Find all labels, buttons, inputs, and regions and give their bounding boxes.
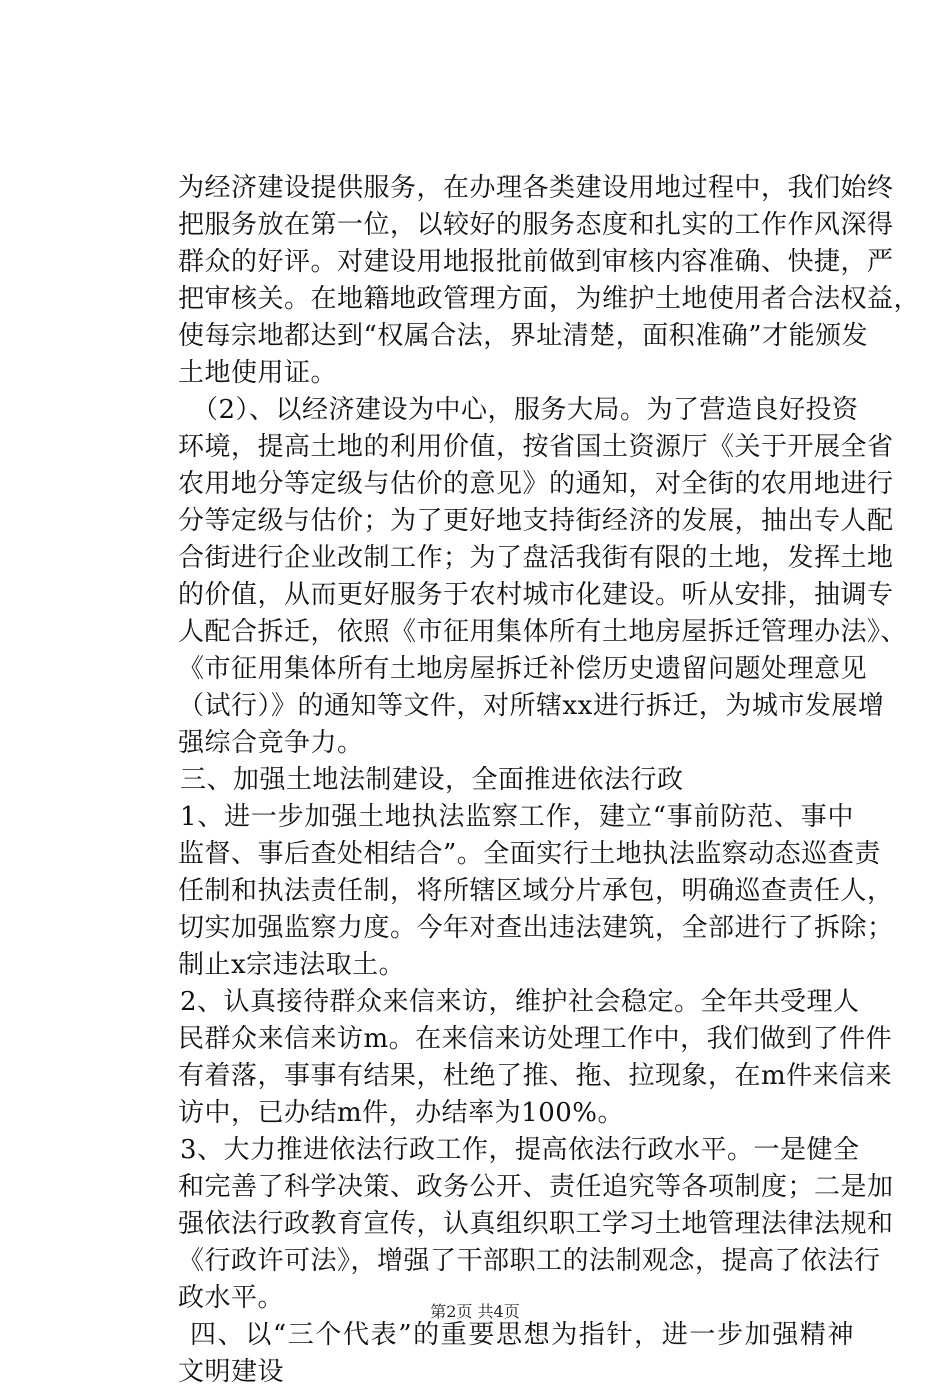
text-line: 监督、事后查处相结合”。全面实行土地执法监察动态巡查责 (178, 839, 881, 869)
text-line: 制止x宗违法取土。 (178, 950, 406, 980)
text-line: 环境，提高土地的利用价值，按省国土资源厅《关于开展全省 (178, 432, 894, 462)
text-line: 强依法行政教育宣传，认真组织职工学习土地管理法律法规和 (178, 1209, 894, 1239)
section-heading: 三、加强土地法制建设，全面推进依法行政 (180, 765, 684, 795)
text-line: （试行）》的通知等文件，对所辖xx进行拆迁，为城市发展增 (178, 691, 885, 721)
text-line: 《市征用集体所有土地房屋拆迁补偿历史遗留问题处理意见 (178, 654, 868, 684)
paragraph-start-line: 1、进一步加强土地执法监察工作，建立“事前防范、事中 (180, 802, 854, 832)
text-line: 把服务放在第一位，以较好的服务态度和扎实的工作作风深得 (178, 210, 894, 240)
text-line: 群众的好评。对建设用地报批前做到审核内容准确、快捷，严 (178, 247, 894, 277)
text-line: 政水平。 (178, 1283, 285, 1313)
paragraph-start-line: 3、大力推进依法行政工作，提高依法行政水平。一是健全 (180, 1135, 860, 1165)
text-line: 把审核关。在地籍地政管理方面，为维护土地使用者合法权益， (178, 284, 921, 314)
page-footer: 第2页 共4页 (430, 1302, 520, 1321)
text-line: 使每宗地都达到“权属合法，界址清楚，面积准确”才能颁发 (178, 321, 869, 351)
text-line: 和完善了科学决策、政务公开、责任追究等各项制度；二是加 (178, 1172, 894, 1202)
text-line: 为经济建设提供服务，在办理各类建设用地过程中，我们始终 (178, 173, 894, 203)
text-line: 民群众来信来访m。在来信来访处理工作中，我们做到了件件 (178, 1024, 893, 1054)
paragraph-start-line: （2）、以经济建设为中心，服务大局。为了营造良好投资 (192, 395, 859, 425)
text-line: 合街进行企业改制工作；为了盘活我街有限的土地，发挥土地 (178, 543, 894, 573)
text-line: 人配合拆迁，依照《市征用集体所有土地房屋拆迁管理办法》、 (178, 617, 908, 647)
text-line: 切实加强监察力度。今年对查出违法建筑，全部进行了拆除； (178, 913, 894, 943)
text-line: 有着落，事事有结果，杜绝了推、拖、拉现象，在m件来信来 (178, 1061, 893, 1091)
text-line: 土地使用证。 (178, 358, 338, 388)
body-text (178, 170, 921, 1391)
text-line: 的价值，从而更好服务于农村城市化建设。听从安排，抽调专 (178, 580, 894, 610)
text-line: 农用地分等定级与估价的意见》的通知，对全街的农用地进行 (178, 469, 894, 499)
text-line: 分等定级与估价；为了更好地支持街经济的发展，抽出专人配 (178, 506, 894, 536)
text-line: 任制和执法责任制，将所辖区域分片承包，明确巡查责任人， (178, 876, 894, 906)
text-line: 访中，已办结m件，办结率为100%。 (178, 1098, 624, 1128)
section-heading: 四、以“三个代表”的重要思想为指针，进一步加强精神 (190, 1320, 854, 1350)
text-line: 《行政许可法》，增强了干部职工的法制观念，提高了依法行 (178, 1246, 881, 1276)
paragraph-start-line: 2、认真接待群众来信来访，维护社会稳定。全年共受理人 (180, 987, 860, 1017)
text-line: 强综合竞争力。 (178, 728, 364, 758)
text-line: 文明建设 (178, 1357, 285, 1387)
